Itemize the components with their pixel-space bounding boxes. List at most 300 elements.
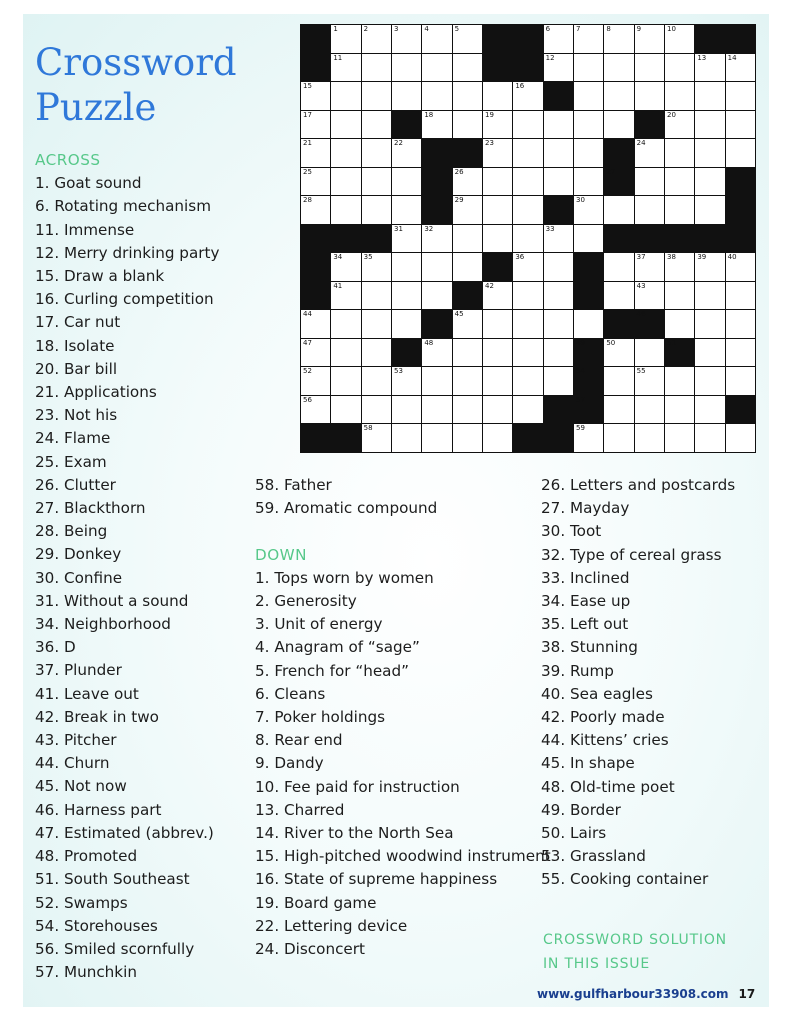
grid-cell[interactable] [695,310,724,338]
grid-cell[interactable] [574,424,603,452]
cell-number: 26 [454,167,464,176]
down-clue: 2. Generosity [255,592,357,610]
across-clue: 36. D [35,638,76,657]
grid-cell[interactable] [695,54,724,82]
cell-number: 3 [394,25,399,33]
cell-number: 7 [576,25,581,33]
grid-cell[interactable] [453,367,482,395]
grid-cell[interactable] [695,282,724,310]
grid-cell[interactable] [331,310,360,338]
down-clue: 5. French for “head” [255,661,409,680]
across-clue: 29. Donkey [35,545,122,564]
grid-cell[interactable] [695,253,724,281]
grid-cell[interactable] [635,25,664,53]
grid-cell[interactable] [513,111,542,139]
cell-number: 47 [303,338,312,347]
grid-cell[interactable] [574,25,603,53]
grid-cell[interactable] [422,111,451,139]
grid-cell[interactable] [362,111,391,139]
cell-number: 21 [303,139,312,148]
grid-cell[interactable] [453,225,482,253]
grid-cell[interactable] [362,54,391,82]
grid-cell[interactable] [604,82,633,110]
grid-cell[interactable] [331,396,360,424]
grid-cell[interactable] [392,282,421,310]
across-clue: 56. Smiled scornfully [35,939,195,958]
grid-cell[interactable] [635,424,664,452]
across-clue: 16. Curling competition [35,290,214,309]
grid-cell[interactable] [574,139,603,167]
grid-cell[interactable] [726,139,755,167]
cell-number: 46 [636,310,646,319]
cell-number: 35 [363,253,373,262]
grid-cell[interactable] [483,196,512,224]
black-square [453,282,482,310]
grid-cell[interactable] [483,82,512,110]
grid-cell[interactable] [331,282,360,310]
grid-cell[interactable] [362,339,391,367]
grid-cell[interactable] [392,82,421,110]
across-clue: 43. Pitcher [35,731,117,750]
grid-cell[interactable] [453,339,482,367]
grid-cell[interactable] [665,196,694,224]
grid-cell[interactable] [362,310,391,338]
black-square [422,310,451,338]
grid-cell[interactable] [392,139,421,167]
grid-cell[interactable] [604,339,633,367]
grid-cell[interactable] [362,25,391,53]
grid-cell[interactable] [422,54,451,82]
black-square [392,339,421,367]
down-clue: 13. Charred [255,800,345,819]
cell-number: 32 [424,224,434,233]
grid-cell[interactable] [574,310,603,338]
black-square [513,25,542,53]
cell-number: 37 [636,253,646,262]
grid-cell[interactable] [604,196,633,224]
grid-cell[interactable] [665,82,694,110]
grid-cell[interactable] [726,367,755,395]
black-square [544,396,573,424]
grid-cell[interactable] [604,25,633,53]
grid-cell[interactable] [574,111,603,139]
down-clue: 14. River to the North Sea [255,824,454,843]
grid-cell[interactable] [422,82,451,110]
grid-cell[interactable] [604,396,633,424]
down-clue: 32. Type of cereal grass [541,545,722,564]
cell-number: 15 [303,82,312,91]
grid-cell[interactable] [695,396,724,424]
grid-cell[interactable] [483,339,512,367]
grid-cell[interactable] [665,253,694,281]
black-square [422,196,451,224]
grid-cell[interactable] [301,196,330,224]
grid-cell[interactable] [544,253,573,281]
grid-cell[interactable] [453,111,482,139]
grid-cell[interactable] [695,168,724,196]
grid-cell[interactable] [331,139,360,167]
cell-number: 48 [424,338,434,347]
black-square [362,225,391,253]
footer-url[interactable]: www.gulfharbour33908.com [537,987,729,1001]
black-square [483,253,512,281]
across-clue: 27. Blackthorn [35,499,146,518]
grid-cell[interactable] [513,396,542,424]
across-clue: 52. Swamps [35,893,128,912]
down-clue: 39. Rump [541,661,614,680]
grid-cell[interactable] [544,54,573,82]
grid-cell[interactable] [453,54,482,82]
grid-cell[interactable] [301,111,330,139]
grid-cell[interactable] [362,282,391,310]
grid-cell[interactable] [695,424,724,452]
grid-cell[interactable] [392,424,421,452]
cell-number: 36 [515,253,525,262]
grid-cell[interactable] [604,367,633,395]
grid-cell[interactable] [362,367,391,395]
grid-cell[interactable] [635,168,664,196]
grid-cell[interactable] [574,225,603,253]
cell-number: 2 [363,25,369,33]
grid-cell[interactable] [513,82,542,110]
across-clue: 23. Not his [35,406,118,425]
grid-cell[interactable] [665,54,694,82]
grid-cell[interactable] [483,168,512,196]
cell-number: 34 [333,253,343,262]
black-square [301,54,330,82]
down-clue: 38. Stunning [541,638,638,657]
grid-cell[interactable] [301,367,330,395]
grid-cell[interactable] [574,54,603,82]
grid-cell[interactable] [574,168,603,196]
grid-cell[interactable] [544,367,573,395]
down-clue: 33. Inclined [541,568,630,587]
grid-cell[interactable] [665,25,694,53]
grid-cell[interactable] [695,339,724,367]
black-square [665,339,694,367]
grid-cell[interactable] [453,396,482,424]
black-square [604,225,633,253]
grid-cell[interactable] [483,139,512,167]
down-clue: 8. Rear end [255,731,343,750]
grid-cell[interactable] [422,225,451,253]
grid-cell[interactable] [513,196,542,224]
grid-cell[interactable] [362,168,391,196]
grid-cell[interactable] [422,424,451,452]
grid-cell[interactable] [392,396,421,424]
grid-cell[interactable] [604,282,633,310]
grid-cell[interactable] [453,310,482,338]
grid-cell[interactable] [513,310,542,338]
grid-cell[interactable] [635,253,664,281]
cell-number: 41 [333,281,343,290]
grid-cell[interactable] [726,424,755,452]
down-clue: 42. Poorly made [541,708,665,727]
grid-cell[interactable] [635,367,664,395]
grid-cell[interactable] [544,25,573,53]
across-clue: 20. Bar bill [35,359,118,378]
grid-cell[interactable] [362,424,391,452]
grid-cell[interactable] [422,282,451,310]
down-clue: 22. Lettering device [255,916,408,935]
black-square [726,225,755,253]
grid-cell[interactable] [665,111,694,139]
grid-cell[interactable] [453,168,482,196]
grid-cell[interactable] [635,82,664,110]
cell-number: 38 [667,253,676,262]
grid-cell[interactable] [574,196,603,224]
grid-cell[interactable] [331,54,360,82]
grid-cell[interactable] [665,424,694,452]
clue-column-1 [35,149,219,984]
grid-cell[interactable] [362,196,391,224]
grid-cell[interactable] [392,225,421,253]
grid-cell[interactable] [392,168,421,196]
down-clue: 15. High-pitched woodwind instrument [255,847,551,866]
grid-cell[interactable] [665,168,694,196]
black-square [695,225,724,253]
across-clue: 51. South Southeast [35,870,190,889]
black-square [574,253,603,281]
grid-cell[interactable] [726,282,755,310]
grid-cell[interactable] [695,367,724,395]
black-square [453,139,482,167]
cell-number: 1 [333,25,338,33]
grid-cell[interactable] [544,139,573,167]
across-clue: 6. Rotating mechanism [35,197,211,216]
grid-cell[interactable] [635,139,664,167]
grid-cell[interactable] [695,111,724,139]
down-clue: 50. Lairs [541,824,607,843]
grid-cell[interactable] [635,339,664,367]
grid-cell[interactable] [604,111,633,139]
grid-cell[interactable] [331,82,360,110]
grid-cell[interactable] [301,139,330,167]
black-square [726,168,755,196]
grid-cell[interactable] [513,367,542,395]
clue-column-2 [255,474,551,961]
grid-cell[interactable] [331,367,360,395]
cell-number: 20 [667,110,676,119]
grid-cell[interactable] [665,282,694,310]
cell-number: 11 [333,53,343,62]
across-clue: 31. Without a sound [35,591,189,610]
grid-cell[interactable] [453,253,482,281]
grid-cell[interactable] [422,25,451,53]
across-clue: 30. Confine [35,568,123,587]
grid-cell[interactable] [301,310,330,338]
down-clue: 24. Disconcert [255,940,365,959]
grid-cell[interactable] [513,168,542,196]
black-square [392,111,421,139]
grid-cell[interactable] [483,310,512,338]
cell-number: 23 [485,139,494,148]
cell-number: 19 [485,110,494,119]
grid-cell[interactable] [635,196,664,224]
grid-cell[interactable] [483,424,512,452]
cell-number: 9 [636,25,642,33]
cell-number: 24 [636,139,646,148]
grid-cell[interactable] [422,253,451,281]
grid-cell[interactable] [544,168,573,196]
grid-cell[interactable] [665,396,694,424]
grid-cell[interactable] [513,225,542,253]
grid-cell[interactable] [422,396,451,424]
grid-cell[interactable] [331,253,360,281]
down-clue: 10. Fee paid for instruction [255,777,460,796]
grid-cell[interactable] [513,339,542,367]
down-clue: 49. Border [541,800,621,819]
down-clue: 6. Cleans [255,684,326,703]
black-square [726,396,755,424]
black-square [544,424,573,452]
grid-cell[interactable] [726,339,755,367]
grid-cell[interactable] [483,111,512,139]
black-square [726,25,755,53]
cell-number: 31 [394,224,403,233]
across-clue: 45. Not now [35,777,127,796]
grid-cell[interactable] [362,139,391,167]
grid-cell[interactable] [331,339,360,367]
grid-cell[interactable] [331,196,360,224]
grid-cell[interactable] [331,168,360,196]
grid-cell[interactable] [453,196,482,224]
grid-cell[interactable] [665,367,694,395]
grid-cell[interactable] [544,225,573,253]
down-clue: 55. Cooking container [541,870,709,889]
grid-cell[interactable] [362,82,391,110]
grid-cell[interactable] [665,310,694,338]
cell-number: 17 [303,110,312,119]
grid-cell[interactable] [331,111,360,139]
grid-cell[interactable] [695,139,724,167]
grid-cell[interactable] [665,139,694,167]
grid-cell[interactable] [544,310,573,338]
cell-number: 14 [727,53,737,62]
cell-number: 51 [667,338,676,347]
black-square [544,82,573,110]
grid-cell[interactable] [392,196,421,224]
grid-cell[interactable] [392,310,421,338]
grid-cell[interactable] [453,25,482,53]
cell-number: 27 [606,167,616,176]
grid-cell[interactable] [726,82,755,110]
cell-number: 4 [424,25,429,33]
cell-number: 5 [454,25,460,33]
grid-cell[interactable] [483,282,512,310]
black-square [574,396,603,424]
grid-cell[interactable] [726,310,755,338]
black-square [635,310,664,338]
cell-number: 8 [606,25,611,33]
grid-cell[interactable] [392,367,421,395]
grid-cell[interactable] [695,196,724,224]
across-clue: 1. Goat sound [35,174,142,193]
grid-cell[interactable] [726,54,755,82]
across-clue: 47. Estimated (abbrev.) [35,823,214,842]
down-clue: 35. Left out [541,615,629,634]
grid-cell[interactable] [453,82,482,110]
down-clue: 40. Sea eagles [541,684,653,703]
grid-cell[interactable] [695,82,724,110]
grid-cell[interactable] [604,54,633,82]
across-clue: 18. Isolate [35,336,115,355]
grid-cell[interactable] [422,339,451,367]
grid-cell[interactable] [362,253,391,281]
grid-cell[interactable] [453,424,482,452]
grid-cell[interactable] [422,367,451,395]
grid-cell[interactable] [392,54,421,82]
grid-cell[interactable] [301,168,330,196]
grid-cell[interactable] [574,82,603,110]
grid-cell[interactable] [301,339,330,367]
grid-cell[interactable] [483,225,512,253]
grid-cell[interactable] [635,54,664,82]
cell-number: 33 [545,224,555,233]
grid-cell[interactable] [604,424,633,452]
cell-number: 13 [697,53,707,62]
grid-cell[interactable] [635,396,664,424]
down-clue: 53. Grassland [541,847,646,866]
grid-cell[interactable] [513,253,542,281]
black-square [301,225,330,253]
across-clue: 37. Plunder [35,661,122,680]
page-title [35,40,237,130]
grid-cell[interactable] [604,253,633,281]
black-square [301,424,330,452]
cell-number: 45 [454,310,464,319]
grid-cell[interactable] [544,111,573,139]
across-clue: 17. Car nut [35,313,121,332]
grid-cell[interactable] [635,282,664,310]
grid-cell[interactable] [483,367,512,395]
across-clue: 28. Being [35,522,108,541]
down-clue: 48. Old-time poet [541,777,675,796]
grid-cell[interactable] [544,339,573,367]
black-square [513,424,542,452]
grid-cell[interactable] [392,253,421,281]
grid-cell[interactable] [301,82,330,110]
black-square [422,168,451,196]
cell-number: 18 [424,110,434,119]
across-clue: 48. Promoted [35,847,138,866]
grid-cell[interactable] [301,396,330,424]
across-clue: 25. Exam [35,452,107,471]
black-square [331,424,360,452]
grid-cell[interactable] [544,282,573,310]
cell-number: 58 [363,424,373,433]
grid-cell[interactable] [513,282,542,310]
down-clue: 16. State of supreme happiness [255,870,498,889]
across-clue: 21. Applications [35,383,157,402]
black-square [422,139,451,167]
grid-cell[interactable] [726,111,755,139]
down-clue: 26. Letters and postcards [541,476,736,494]
grid-cell[interactable] [483,396,512,424]
grid-cell[interactable] [331,25,360,53]
black-square [726,196,755,224]
title-line-2: Puzzle [35,86,157,129]
grid-cell[interactable] [362,396,391,424]
page-footer [537,987,755,1001]
grid-cell[interactable] [726,253,755,281]
grid-cell[interactable] [513,139,542,167]
down-clue: 19. Board game [255,893,377,912]
solution-note-line-1: CROSSWORD SOLUTION [543,932,727,948]
across-clue: 12. Merry drinking party [35,243,220,262]
grid-cell[interactable] [392,25,421,53]
cell-number: 54 [576,367,585,376]
